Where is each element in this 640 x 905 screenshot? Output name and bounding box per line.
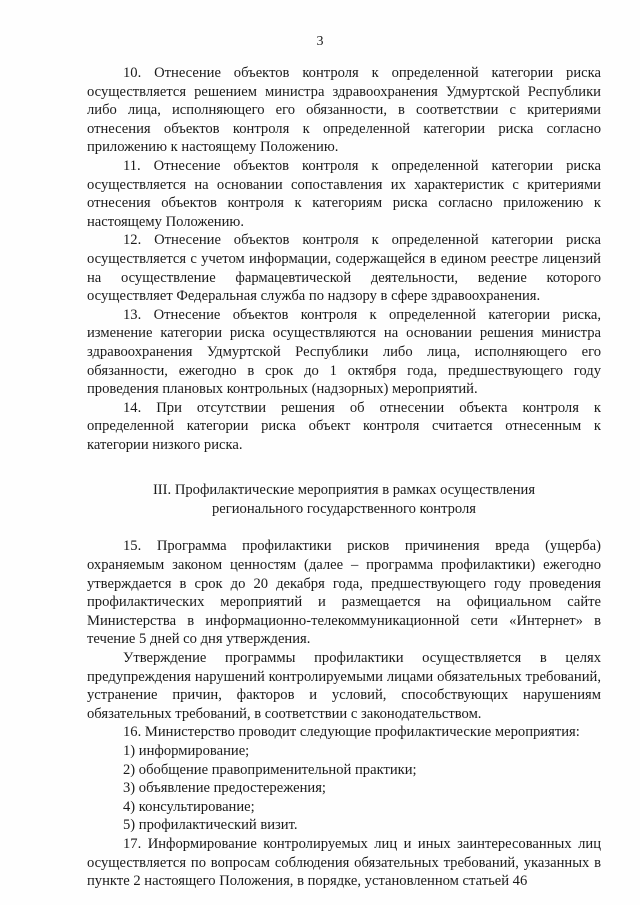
section-heading-line-2: регионального государственного контроля bbox=[211, 501, 477, 518]
paragraph-10: 10. Отнесение объектов контроля к определенной категории риска осуществляется решением министра здравоохранения Удмуртской Республики либо лица, исполняющего его обязанности, в соответствии с критериями отнесения объектов контроля к определенной категории риска согласно приложению к настоящему Положению. bbox=[87, 65, 601, 156]
list-item: 1) информирование; bbox=[123, 743, 250, 759]
list-item: 4) консультирование; bbox=[123, 798, 255, 815]
paragraph-approval: Утверждение программы профилактики осуществляется в целях предупреждения нарушений контролируемыми лицами обязательных требований, устранение причин, факторов и условий, способствующих нарушениям обязательных требований, в соответствии с законодательством. bbox=[87, 650, 601, 722]
list-item: 5) профилактический визит. bbox=[123, 817, 298, 834]
paragraph-14: 14. При отсутствии решения об отнесении объекта контроля к определенной категории риска объект контроля считается отнесенным к категории низкого риска. bbox=[87, 399, 601, 453]
paragraph-17: 17. Информирование контролируемых лиц и иных заинтересованных лиц осуществляется по вопросам соблюдения обязательных требований, указанных в пункте 2 настоящего Положения, в порядке, установленном статьей 46 bbox=[87, 835, 601, 890]
list-item: 2) обобщение правоприменительной практики; bbox=[123, 761, 417, 778]
paragraph-15: 15. Программа профилактики рисков причинения вреда (ущерба) охраняемым законом ценностям (далее – программа профилактики) ежегодно утверждается в срок до 20 декабря года, предшествующего году проведения профилактических мероприятий и размещается на официальном сайте Министерства в информационно-телекоммуникационной сети «Интернет» в течение 5 дней со дня утверждения. bbox=[87, 538, 601, 648]
paragraph-12: 12. Отнесение объектов контроля к определенной категории риска осуществляется с учетом информации, содержащейся в едином реестре лицензий на осуществление фармацевтической деятельности, ведение которого осуществляет Федеральная служба по надзору в сфере здравоохранения. bbox=[87, 232, 601, 305]
paragraph-11: 11. Отнесение объектов контроля к определенной категории риска осуществляется на основании сопоставления их характеристик с критериями отнесения объектов контроля к категориям риска согласно приложению к настоящему Положению. bbox=[87, 157, 601, 230]
list-item: 3) объявление предостережения; bbox=[123, 780, 326, 797]
document-body bbox=[87, 64, 601, 891]
paragraph-16: 16. Министерство проводит следующие профилактические мероприятия: bbox=[123, 724, 580, 741]
paragraph-13: 13. Отнесение объектов контроля к определенной категории риска, изменение категории риска осуществляются на основании решения министра здравоохранения Удмуртской Республики либо лица, исполняющего его обязанности, ежегодно в срок до 1 октября года, предшествующего году проведения плановых контрольных (надзорных) мероприятий. bbox=[87, 306, 601, 398]
section-heading-line-1: III. Профилактические мероприятия в рамках осуществления bbox=[152, 482, 536, 499]
section-heading bbox=[87, 481, 601, 519]
page-number: 3 bbox=[316, 34, 324, 49]
